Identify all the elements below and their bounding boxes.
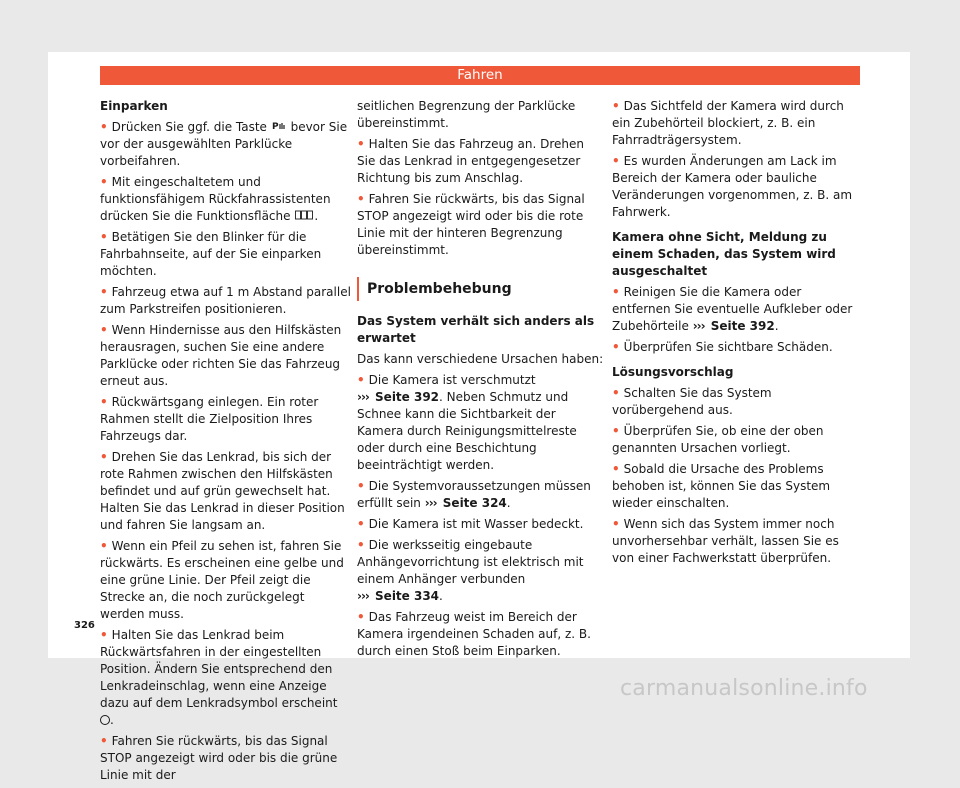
page-reference-link[interactable] [357,390,439,404]
subsection-heading: Lösungsvorschlag [612,365,734,379]
list-item: • Wenn sich das System immer noch unvorhersehbar verhält, lassen Sie es von einer Fachwerkstatt überprüfen. [612,516,860,567]
list-item: • Sobald die Ursache des Problems behoben ist, können Sie das System wieder einschalten. [612,461,860,512]
page-number: 326 [74,620,95,631]
list-item-text: Die Systemvoraussetzungen müssen erfüllt sein [357,479,591,510]
reference-label: Seite 392 [710,319,775,333]
list-item: • Fahren Sie rückwärts, bis das Signal STOP angezeigt wird oder bis die grüne Linie mit der [100,733,351,784]
list-item-text: Reinigen Sie die Kamera oder entfernen Sie eventuelle Aufkleber oder Zubehörteile [612,285,853,333]
list-item-text: . [314,209,319,223]
continued-text: seitlichen Begrenzung der Parklücke übereinstimmt. [357,99,576,130]
list-item: • Drehen Sie das Lenkrad, bis sich der rote Rahmen zwischen den Hilfskästen befindet und auf grün gewechselt hat. Halten Sie das Lenkrad in dieser Position und fahren Sie langsam an. [100,449,351,534]
column-1 [100,98,351,788]
reference-label: Seite 334 [375,589,440,603]
list-item: • Überprüfen Sie, ob eine der oben genannten Ursachen vorliegt. [612,423,860,457]
list-item-text: . [774,319,779,333]
subsection-heading: Das System verhält sich anders als erwartet [357,314,595,345]
list-item [357,537,605,605]
list-item [357,372,605,474]
section-title-problembehebung: Problembehebung [357,277,605,301]
intro-text: Das kann verschiedene Ursachen haben: [357,352,604,366]
reference-label: Seite 324 [442,496,507,510]
list-item [100,174,351,225]
list-item: • Überprüfen Sie sichtbare Schäden. [612,339,860,356]
steering-wheel-icon [100,715,110,725]
list-item [100,627,351,729]
list-item-text: . [439,589,443,603]
list-item-text: . [110,713,114,727]
parking-button-icon [271,121,287,134]
list-item: • Betätigen Sie den Blinker für die Fahrbahnseite, auf der Sie einparken möchten. [100,229,351,280]
list-item [357,478,605,512]
list-item: • Rückwärtsgang einlegen. Ein roter Rahmen stellt die Zielposition Ihres Fahrzeugs dar. [100,394,351,445]
list-item: • Das Fahrzeug weist im Bereich der Kamera irgendeinen Schaden auf, z. B. durch einen Stoß beim Einparken. [357,609,605,660]
list-item [100,119,351,170]
svg-text:P: P [271,122,279,131]
column-3 [612,98,860,571]
list-item: • Es wurden Änderungen am Lack im Bereich der Kamera oder bauliche Veränderungen vorgenommen, z. B. am Fahrwerk. [612,153,860,221]
list-item: • Wenn Hindernisse aus den Hilfskästen herausragen, suchen Sie eine andere Parklücke oder richten Sie das Fahrzeug erneut aus. [100,322,351,390]
list-item: • Die Kamera ist mit Wasser bedeckt. [357,516,605,533]
list-item-text: . Neben Schmutz und Schnee kann die Sichtbarkeit der Kamera durch Reinigungsmittelreste oder durch eine Beschichtung beeinträchtigt werden. [357,390,577,472]
reference-arrow-icon: ››› [357,390,369,404]
page-reference-link[interactable] [357,589,439,603]
reference-arrow-icon: ››› [424,496,437,510]
reference-label: Seite 392 [375,390,440,404]
reference-arrow-icon: ››› [357,589,369,603]
chapter-title: Fahren [457,67,503,83]
chapter-header [100,66,860,85]
list-item-text: Die werksseitig eingebaute Anhängevorrichtung ist elektrisch mit einem Anhänger verbunden [357,538,584,586]
list-item: • Das Sichtfeld der Kamera wird durch ein Zubehörteil blockiert, z. B. ein Fahrradträgersystem. [612,98,860,149]
list-item [612,284,860,335]
section-heading-einparken: Einparken [100,99,168,113]
list-item: • Halten Sie das Fahrzeug an. Drehen Sie das Lenkrad in entgegengesetzer Richtung bis zum Anschlag. [357,136,605,187]
list-item: • Fahren Sie rückwärts, bis das Signal STOP angezeigt wird oder bis die rote Linie mit der hinteren Begrenzung übereinstimmt. [357,191,605,259]
list-item: • Schalten Sie das System vorübergehend aus. [612,385,860,419]
list-item-text: Drücken Sie ggf. die Taste [111,120,267,134]
page-reference-link[interactable] [425,496,507,510]
list-item-text: Die Kamera ist verschmutzt [368,373,536,387]
park-function-icon [294,210,314,223]
list-item-text: Halten Sie das Lenkrad beim Rückwärtsfahren in der eingestellten Position. Ändern Sie entsprechend den Lenkradeinschlag, wenn eine Anzeige dazu auf dem Lenkradsymbol erscheint [100,628,338,710]
watermark: carmanualsonline.info [620,676,868,701]
page-reference-link[interactable] [693,319,775,333]
reference-arrow-icon: ››› [692,319,705,333]
list-item: • Wenn ein Pfeil zu sehen ist, fahren Sie rückwärts. Es erscheinen eine gelbe und eine grüne Linie. Der Pfeil zeigt die Strecke an, die noch zurückgelegt werden muss. [100,538,351,623]
column-2 [357,98,605,664]
list-item-text: . [506,496,511,510]
list-item-text: Mit eingeschaltetem und funktionsfähigem Rückfahrassistenten drücken Sie die Funktionsfläche [100,175,331,223]
list-item: • Fahrzeug etwa auf 1 m Abstand parallel zum Parkstreifen positionieren. [100,284,351,318]
list-item-text: bevor Sie vor der ausgewählten Parklücke vorbeifahren. [100,120,348,168]
subsection-heading: Kamera ohne Sicht, Meldung zu einem Schaden, das System wird ausgeschaltet [612,230,836,278]
